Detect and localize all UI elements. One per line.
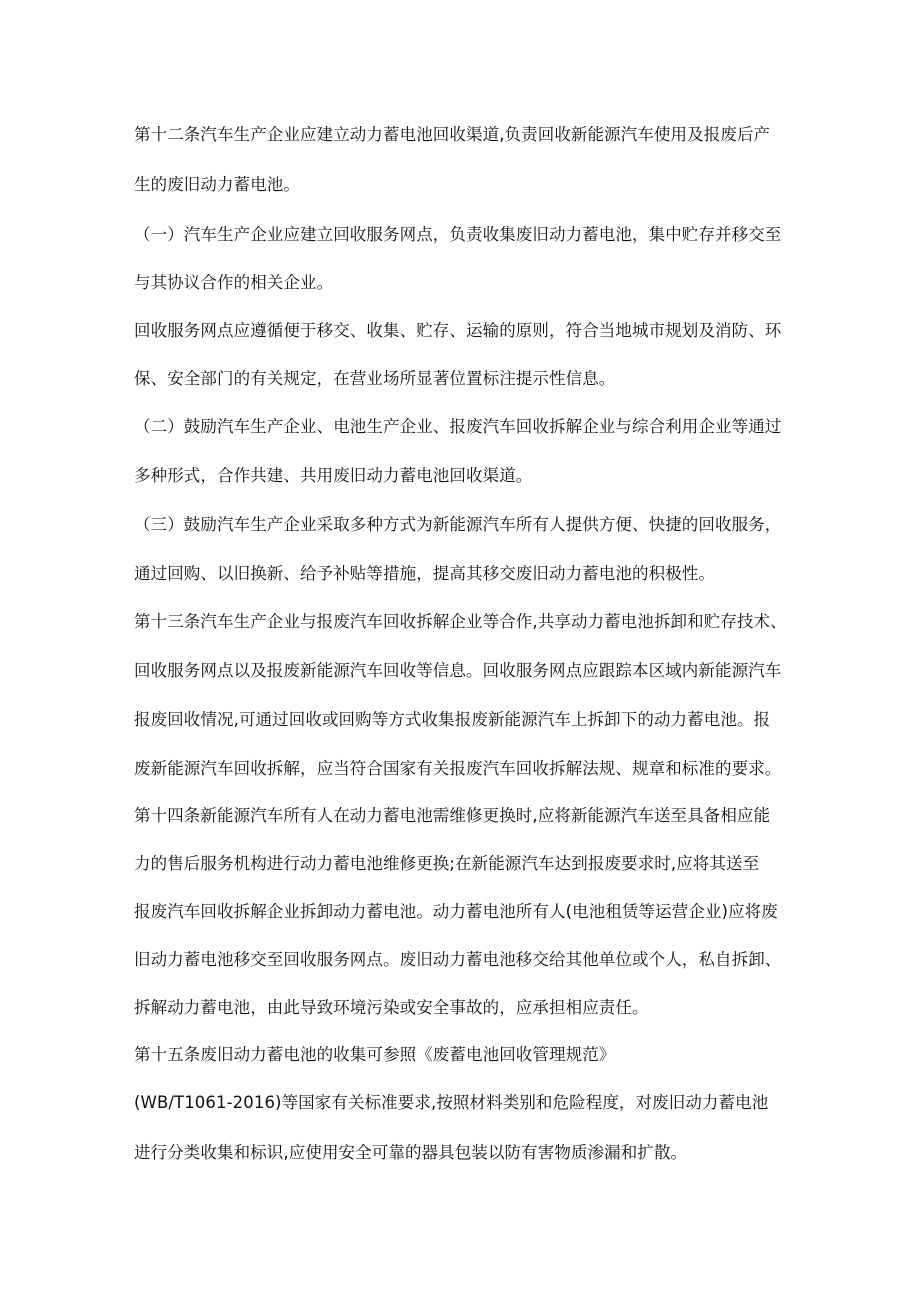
text-line: 通过回购、以旧换新、给予补贴等措施，提高其移交废旧动力蓄电池的积极性。 — [134, 564, 715, 583]
text-line: 回收服务网点以及报废新能源汽车回收等信息。回收服务网点应跟踪本区域内新能源汽车 — [134, 661, 782, 680]
text-line: 保、安全部门的有关规定，在营业场所显著位置标注提示性信息。 — [134, 369, 616, 388]
text-line: 第十五条废旧动力蓄电池的收集可参照《废蓄电池回收管理规范》 — [134, 1045, 616, 1064]
text-line: 第十四条新能源汽车所有人在动力蓄电池需维修更换时,应将新能源汽车送至具备相应能 — [134, 806, 771, 825]
text-line: 生的废旧动力蓄电池。 — [134, 175, 300, 194]
text-line: 拆解动力蓄电池，由此导致环境污染或安全事故的，应承担相应责任。 — [134, 998, 649, 1017]
text-line: 多种形式，合作共建、共用废旧动力蓄电池回收渠道。 — [134, 466, 533, 485]
text-line: 报废回收情况,可通过回收或回购等方式收集报废新能源汽车上拆卸下的动力蓄电池。报 — [134, 710, 771, 729]
text-line: 报废汽车回收拆解企业拆卸动力蓄电池。动力蓄电池所有人(电池租赁等运营企业)应将废 — [134, 902, 778, 921]
text-line: （一）汽车生产企业应建立回收服务网点，负责收集废旧动力蓄电池，集中贮存并移交至 — [134, 225, 782, 244]
text-line: (WB/T1061-2016)等国家有关标准要求,按照材料类别和危险程度，对废旧动力蓄电池 — [134, 1093, 769, 1112]
text-line: 回收服务网点应遵循便于移交、收集、贮存、运输的原则，符合当地城市规划及消防、环 — [134, 321, 782, 340]
text-line: 与其协议合作的相关企业。 — [134, 273, 334, 292]
text-line: 力的售后服务机构进行动力蓄电池维修更换;在新能源汽车达到报废要求时,应将其送至 — [134, 854, 760, 873]
text-line: 第十三条汽车生产企业与报废汽车回收拆解企业等合作,共享动力蓄电池拆卸和贮存技术、 — [134, 612, 787, 631]
text-line: 第十二条汽车生产企业应建立动力蓄电池回收渠道,负责回收新能源汽车使用及报废后产 — [134, 125, 771, 144]
text-line: （三）鼓励汽车生产企业采取多种方式为新能源汽车所有人提供方便、快捷的回收服务， — [134, 515, 782, 534]
text-line: （二）鼓励汽车生产企业、电池生产企业、报废汽车回收拆解企业与综合利用企业等通过 — [134, 417, 782, 436]
text-line: 废新能源汽车回收拆解，应当符合国家有关报废汽车回收拆解法规、规章和标准的要求。 — [134, 759, 782, 778]
text-line: 旧动力蓄电池移交至回收服务网点。废旧动力蓄电池移交给其他单位或个人，私自拆卸、 — [134, 950, 782, 969]
text-line: 进行分类收集和标识,应使用安全可靠的器具包装以防有害物质渗漏和扩散。 — [134, 1143, 688, 1162]
